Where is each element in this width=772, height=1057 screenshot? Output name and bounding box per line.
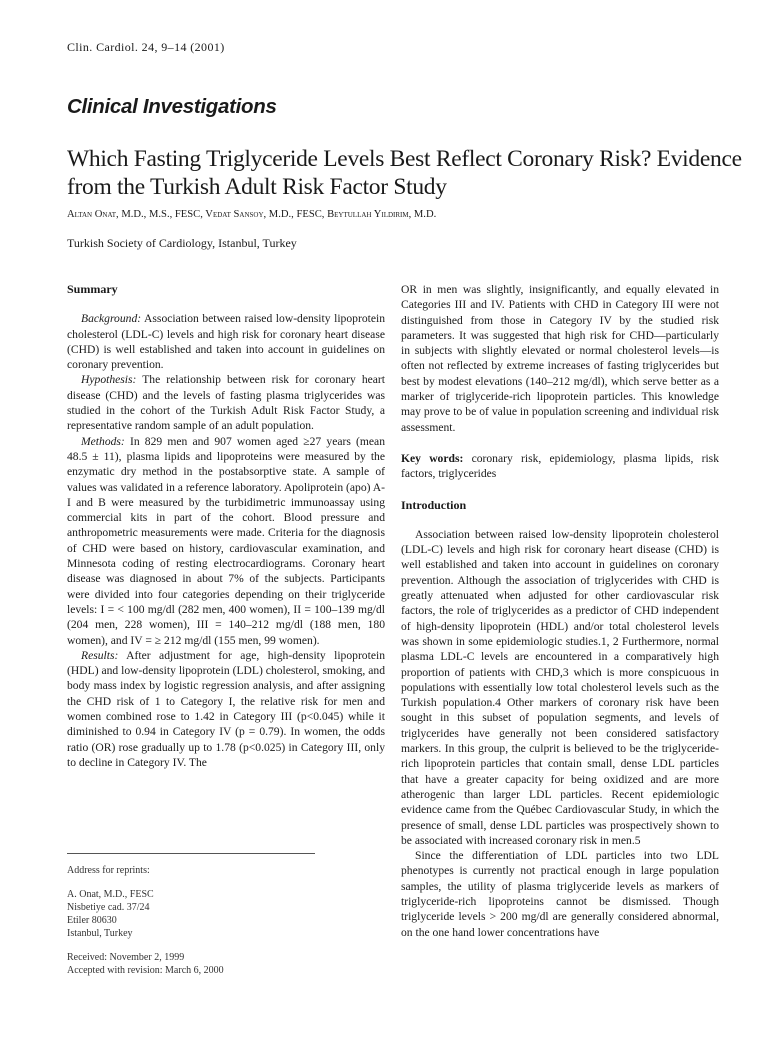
summary-background xyxy=(67,311,385,372)
accepted-date: Accepted with revision: March 6, 2000 xyxy=(67,965,224,976)
summary-continued: OR in men was slightly, insignificantly, and equally elevated in Categories III and IV. Patients with CHD in Category III were not distinguished from those in Category IV by the studied risk parameters. It was suggested that high risk for CHD—particularly in subjects with slightly elevated or normal cholesterol levels—is often not reflected by extreme increases of fasting triglycerides but best by modest elevations (140–212 mg/dl), which serve better as a marker of triglyceride-rich lipoprotein particles. This knowledge may prove to be of value in population screening and individual risk assessment. xyxy=(401,283,719,434)
hypothesis-label: Hypothesis: xyxy=(81,373,137,387)
right-column xyxy=(401,282,719,940)
author-list xyxy=(67,209,436,220)
left-column xyxy=(67,282,385,770)
summary-hypothesis xyxy=(67,372,385,433)
reprints-label: Address for reprints: xyxy=(67,865,150,876)
reprint-address-city: Istanbul, Turkey xyxy=(67,928,133,939)
methods-label: Methods: xyxy=(81,434,125,448)
summary-heading: Summary xyxy=(67,282,118,296)
summary-methods xyxy=(67,434,385,648)
summary-results xyxy=(67,648,385,770)
section-heading: Clinical Investigations xyxy=(67,95,277,118)
keywords-label: Key words: xyxy=(401,451,464,465)
methods-text: In 829 men and 907 women aged ≥27 years (mean 48.5 ± 11), plasma lipids and lipoproteins were measured by the enzymatic dry method in the postabsorptive state. A sample of values was validated in a reference laboratory. Apoliprotein (apo) A-I and B were measured by the turbidimetric immunoassay using commercial kits in part of the cohort. Blood pressure and anthropometric measurements were made. Criteria for the diagnosis of CHD were based on history, cardiovascular examination, and Minnesota coding of resting electrocardiograms. Coronary heart disease was diagnosed in about 7% of the subjects. Participants were divided into four categories depending on their triglyceride levels: I = < 100 mg/dl (282 men, 400 women), II = 100–139 mg/dl (204 men, 228 women), III = 140–212 mg/dl (188 men, 180 women), and IV = ≥ 212 mg/dl (155 men, 99 women). xyxy=(67,434,385,647)
reprint-address-name: A. Onat, M.D., FESC xyxy=(67,889,154,900)
author-names: Altan Onat, M.D., M.S., FESC, Vedat Sansoy, M.D., FESC, Beytullah Yildirim, M.D. xyxy=(67,209,437,220)
keywords-text: coronary risk, epidemiology, plasma lipids, risk factors, triglycerides xyxy=(401,451,719,481)
introduction-paragraph-1: Association between raised low-density lipoprotein cholesterol (LDL-C) levels and high risk for coronary heart disease (CHD) is well established and taken into account in guidelines on coronary prevention. Although the association of triglycerides with CHD is greatly attenuated when adjusted for other cardiovascular risk factors, the role of triglycerides as a predictor of CHD independent of high-density lipoprotein (HDL) and/or total cholesterol levels was shown in some epidemiologic studies.1, 2 Furthermore, normal plasma LDL-C levels are encountered in a comparatively high proportion of patients with CHD,3 which is more conspicuous in populations with essentially low total cholesterol levels such as the Turkish population.4 Other markers of coronary risk have been sought in this subset of population segments, and levels of triglycerides have generally not been considered satisfactory markers. In this group, the culprit is believed to be the triglyceride-rich lipoprotein particles that contain small, dense LDL particles that have a greater capacity for being oxidized and are more atherogenic than larger LDL particles. Recent epidemiologic evidence came from the Québec Cardiovascular Study, in which the presence of small, dense LDL particles was prospectively shown to be associated with increased coronary risk in men.5 xyxy=(401,527,719,847)
received-date: Received: November 2, 1999 xyxy=(67,952,185,963)
reprint-address-street: Nisbetiye cad. 37/24 xyxy=(67,902,150,913)
results-text: After adjustment for age, high-density lipoprotein (HDL) and low-density lipoprotein (LDL) cholesterol, smoking, and body mass index by logistic regression analysis, and after assigning the CHD risk of 1 to Category I, the relative risk for men and women combined rose to 1.42 in Category III (p<0.045) while it diminished to 0.94 in Category IV (p = 0.79). In women, the odds ratio (OR) rose gradually up to 1.78 (p<0.025) in Category III, only to decline in Category IV. The xyxy=(67,648,385,769)
footnote-divider xyxy=(67,853,315,854)
article-title: Which Fasting Triglyceride Levels Best Reflect Coronary Risk? Evidence from the Turkish Adult Risk Factor Study xyxy=(67,146,742,200)
journal-citation: Clin. Cardiol. 24, 9–14 (2001) xyxy=(67,40,225,54)
background-text: Association between raised low-density lipoprotein cholesterol (LDL-C) levels and high risk for coronary heart disease (CHD) is well established and taken into account in guidelines on coronary prevention. xyxy=(67,312,385,372)
keywords xyxy=(401,451,719,482)
author-affiliation: Turkish Society of Cardiology, Istanbul, Turkey xyxy=(67,236,297,250)
introduction-heading: Introduction xyxy=(401,497,467,512)
background-label: Background: xyxy=(81,312,142,326)
introduction-paragraph-2: Since the differentiation of LDL particles into two LDL phenotypes is currently not practical enough in large population samples, the utility of plasma triglyceride levels as markers of triglyceride-rich lipoproteins cannot be dismissed. Though triglyceride levels > 200 mg/dl are generally considered abnormal, on the one hand lower concentrations have xyxy=(401,849,719,939)
hypothesis-text: The relationship between risk for coronary heart disease (CHD) and the levels of fasting plasma triglycerides was studied in the cohort of the Turkish Adult Risk Factor Study, a representative random sample of an adult population. xyxy=(67,373,385,433)
results-label: Results: xyxy=(81,648,119,662)
reprint-address-district: Etiler 80630 xyxy=(67,915,117,926)
